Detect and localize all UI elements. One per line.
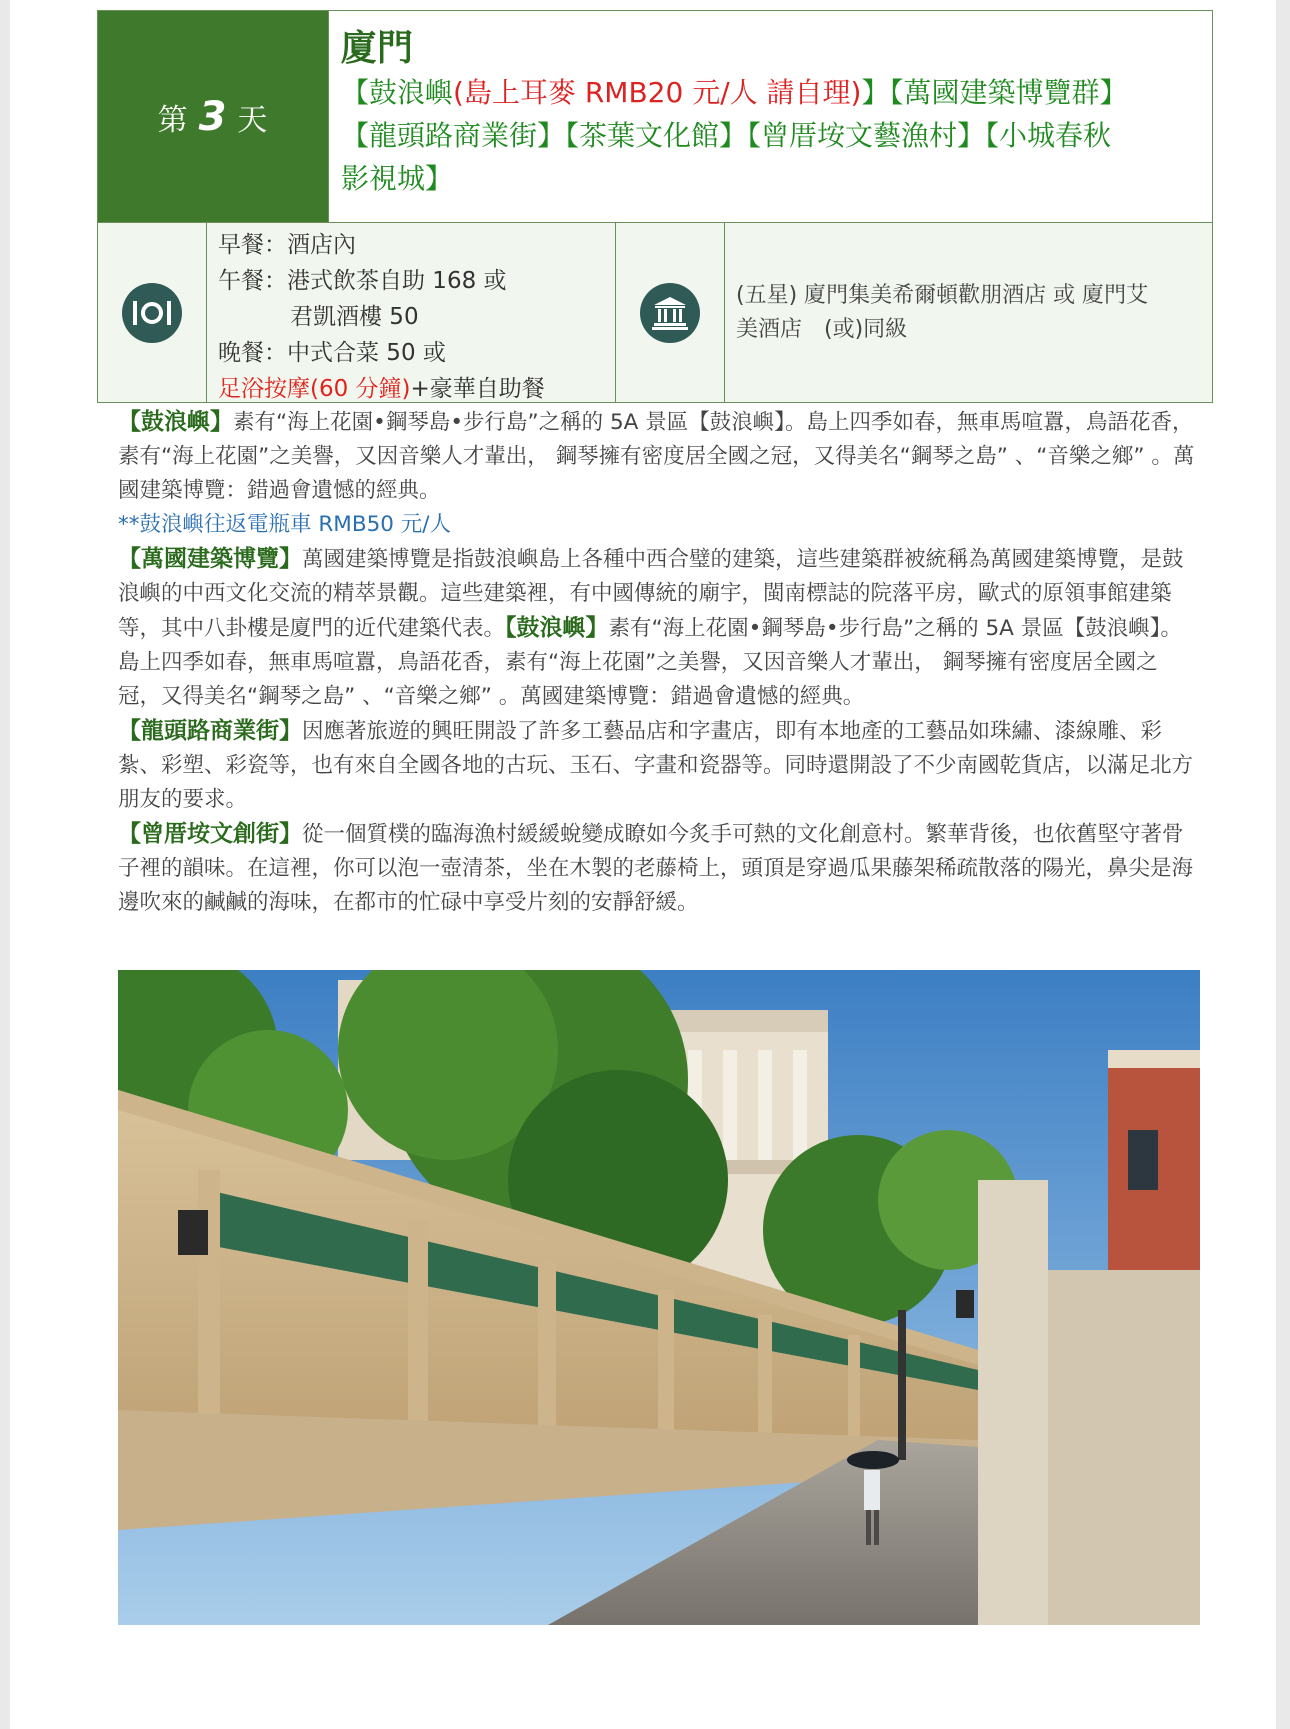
- meal-icon-cell: [98, 223, 207, 402]
- paragraph-zengcuoan: 【曾厝垵文創街】從一個質樸的臨海漁村緩緩蛻變成瞭如今炙手可熱的文化創意村。繁華背後，也依舊堅守著骨子裡的韻味。在這裡，你可以泡一壺清茶，坐在木製的老藤椅上，頭頂是穿過瓜果藤架稀疏散落的陽光，鼻尖是海邊吹來的鹹鹹的海味，在都市的忙碌中享受片刻的安靜舒緩。: [118, 821, 1194, 915]
- heading-zengcuoan: 【曾厝垵文創街】: [118, 821, 302, 847]
- dinner: 晚餐：中式合菜 50 或: [218, 340, 446, 366]
- day-title-cell: [328, 11, 1212, 222]
- hotel-line1: (五星) 廈門集美希爾頓歡朋酒店 或 廈門艾: [736, 283, 1149, 308]
- hotel-info: [724, 223, 1212, 402]
- dinner-red: 足浴按摩(60 分鐘): [218, 376, 411, 402]
- hotel-line2: 美酒店 (或)同級: [736, 317, 908, 342]
- bank-building-icon: [640, 283, 700, 343]
- heading-longtou-road: 【龍頭路商業街】: [118, 718, 302, 744]
- dinner-tail: +豪華自助餐: [410, 376, 545, 402]
- restaurant-icon: [122, 283, 182, 343]
- paragraph-architecture: 【萬國建築博覽】萬國建築博覽是指鼓浪嶼島上各種中西合璧的建築，這些建築群被統稱為萬國建築博覽，是鼓浪嶼的中西文化交流的精萃景觀。這些建築裡，有中國傳統的廟宇，閩南標誌的院落平房，歐式的原領事館建築等，其中八卦樓是廈門的近代建築代表。【鼓浪嶼】素有“海上花園•鋼琴島•步行島”之稱的 5A 景區【鼓浪嶼】。島上四季如春，無車馬喧囂，鳥語花香，素有“海上花園”之美譽，又因音樂人才輩出， 鋼琴擁有密度居全國之冠，又得美名“鋼琴之島” 、“音樂之鄉” 。萬國建築博覽：錯過會遺憾的經典。: [118, 546, 1184, 709]
- meals-list: [206, 223, 616, 402]
- route-line2: 【龍頭路商業街】【茶葉文化館】【曾厝垵文藝漁村】【小城春秋: [341, 119, 1112, 152]
- page: [10, 0, 1276, 1729]
- description-text: [118, 405, 1200, 920]
- paragraph-longtou-road: 【龍頭路商業街】因應著旅遊的興旺開設了許多工藝品店和字畫店，即有本地產的工藝品如珠繡、漆線雕、彩紮、彩塑、彩瓷等，也有來自全國各地的古玩、玉石、字畫和瓷器等。同時還開設了不少南國乾貨店，以滿足北方朋友的要求。: [118, 718, 1194, 812]
- city-title: 廈門: [341, 28, 414, 69]
- breakfast: 早餐：酒店內: [218, 232, 356, 258]
- day-number: 3: [198, 93, 228, 140]
- lunch-alt: 君凱酒樓 50: [290, 304, 419, 330]
- route-line3: 影視城】: [341, 162, 454, 195]
- paragraph-gulangyu: 【鼓浪嶼】素有“海上花園•鋼琴島•步行島”之稱的 5A 景區【鼓浪嶼】。島上四季如春，無車馬喧囂，鳥語花香，素有“海上花園”之美譽，又因音樂人才輩出， 鋼琴擁有密度居全國之冠，又得美名“鋼琴之島” 、“音樂之鄉” 。萬國建築博覽：錯過會遺憾的經典。: [118, 409, 1195, 503]
- route-line1-b: 】【萬國建築博覽群】: [861, 76, 1128, 109]
- route-line1-a: 【鼓浪嶼: [341, 76, 454, 109]
- route-line1-red: (島上耳麥 RMB20 元/人 請自理): [453, 76, 862, 109]
- heading-architecture: 【萬國建築博覽】: [118, 546, 302, 572]
- gulangyu-street-photo: [118, 970, 1200, 1625]
- meals-hotel-row: [98, 222, 1212, 402]
- heading-gulangyu: 【鼓浪嶼】: [118, 409, 233, 435]
- lunch: 午餐：港式飲茶自助 168 或: [218, 268, 507, 294]
- hotel-icon-cell: [616, 223, 725, 402]
- route-attractions: [341, 71, 1198, 200]
- day-suffix: 天: [237, 102, 269, 138]
- day-prefix: 第: [157, 102, 189, 138]
- day-label: [98, 11, 328, 222]
- paragraph-shuttle-note: **鼓浪嶼往返電瓶車 RMB50 元/人: [118, 512, 452, 537]
- heading-gulangyu-2: 【鼓浪嶼】: [505, 615, 609, 641]
- itinerary-day-table: [97, 10, 1213, 403]
